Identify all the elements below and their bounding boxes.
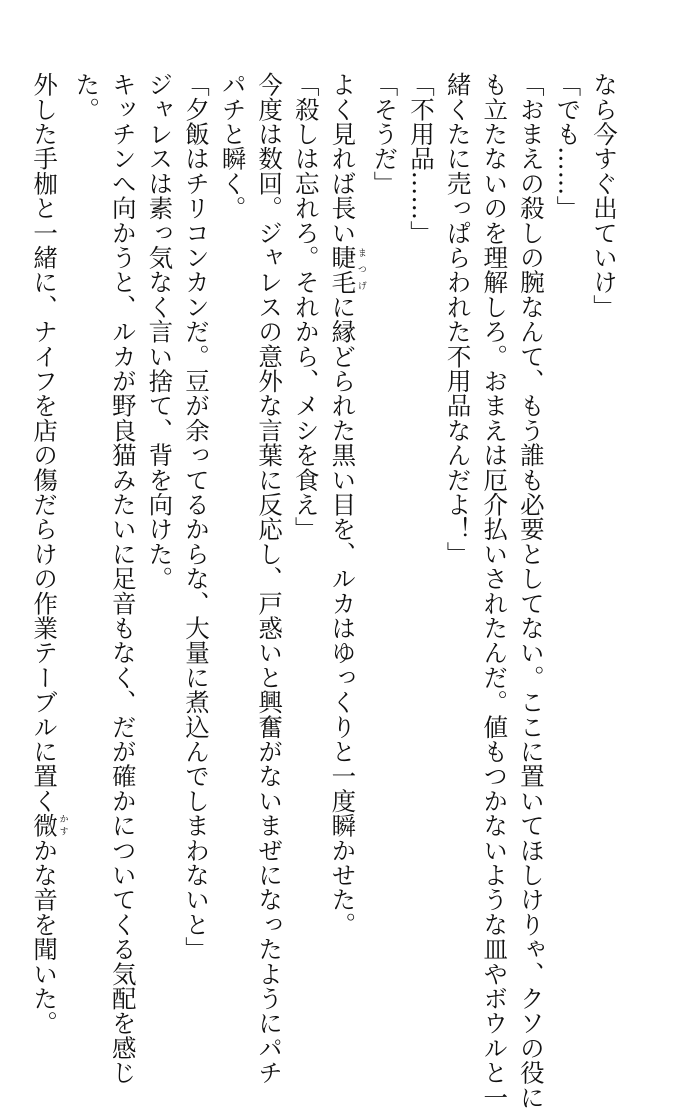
text-line: 「不用品……」 (407, 72, 437, 245)
ruby-reading: かす (57, 813, 68, 838)
text-line: 「夕飯はチリコンカンだ。豆が余ってるからな、大量に煮込んでしまわないと」 (181, 72, 211, 962)
text-fragment: 外した手枷と一緒に、ナイフを店の傷だらけの作業テーブルに置く (30, 72, 60, 813)
ruby-matsuge (328, 244, 366, 295)
text-fragment: かな音を聞いた。 (30, 837, 60, 1036)
text-line: 今度は数回。ジャレスの意外な言葉に反応し、戸惑いと興奮がないまぜになったようにパチ (255, 72, 285, 1085)
text-line: パチと瞬く。 (218, 72, 248, 221)
vertical-text-body (26, 72, 623, 1109)
ruby-base: 睫毛 (328, 244, 358, 295)
text-line: た。 (72, 72, 102, 122)
text-line: 緒くたに売っぱらわれた不用品なんだよ！」 (443, 72, 473, 566)
text-line: ジャレスは素っ気なく言い捨て、背を向けた。 (145, 72, 175, 591)
ruby-base: 微 (30, 813, 60, 838)
text-line: なら今すぐ出ていけ」 (590, 72, 619, 319)
text-fragment: に縁どられた黒い目を、ルカはゆっくりと一度瞬かせた。 (328, 294, 358, 937)
text-line: も立たないのを理解しろ。おまえは厄介払いされたんだ。値もつかないような皿やボウルと一 (480, 72, 510, 1109)
text-line-with-ruby (26, 72, 68, 1036)
text-line: 「おまえの殺しの腕なんて、もう誰も必要としてない。ここに置いてほしけりゃ、クソの役に (516, 72, 546, 1109)
ruby-kasuka (30, 813, 68, 838)
text-line-with-ruby (324, 72, 366, 972)
text-line: キッチンへ向かうと、ルカが野良猫みたいに足音もなく、だが確かについてくる気配を感じ (108, 72, 138, 1085)
text-line: 「でも……」 (553, 72, 583, 221)
text-line: 「そうだ」 (370, 72, 400, 196)
text-line: 「殺しは忘れろ。それから、メシを食え」 (291, 72, 321, 542)
text-fragment: よく見れば長い (328, 72, 358, 245)
ruby-reading: まつげ (355, 244, 366, 295)
